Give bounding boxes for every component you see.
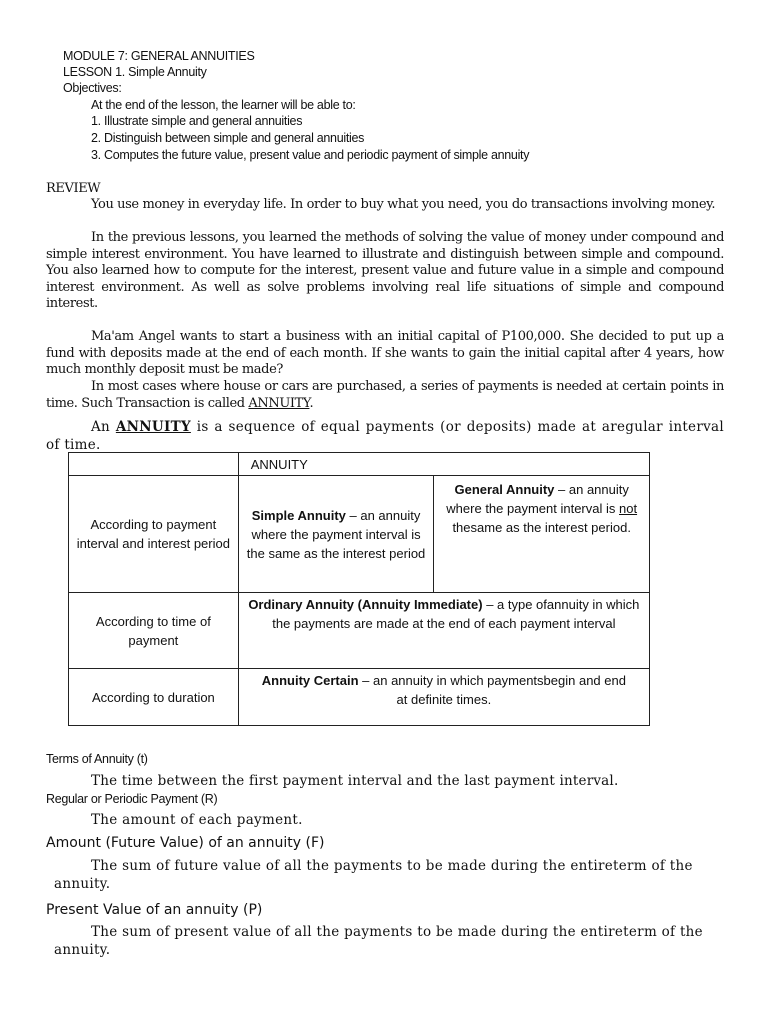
general-annuity-cell <box>434 476 650 593</box>
present-value-label: Present Value of an annuity (P) <box>46 902 263 918</box>
objective-item: 2. Distinguish between simple and general annuities <box>91 131 365 145</box>
review-paragraph-1: You use money in everyday life. In order to buy what you need, you do transactions involving money. <box>91 197 716 212</box>
terms-of-annuity-label: Terms of Annuity (t) <box>46 752 148 766</box>
review-heading: REVIEW <box>46 181 101 196</box>
annuity-term: ANNUITY <box>248 395 310 411</box>
text-span: An <box>91 419 116 435</box>
general-annuity-def: – an annuity where the payment interval is <box>446 482 629 516</box>
annuity-table <box>68 452 650 726</box>
text-span: . <box>309 395 314 411</box>
annuity-certain-cell <box>238 669 649 726</box>
row-label-time-of-payment: According to time of payment <box>69 593 239 669</box>
regular-payment-label: Regular or Periodic Payment (R) <box>46 792 218 806</box>
lesson-title: LESSON 1. Simple Annuity <box>63 65 207 79</box>
ordinary-annuity-term: Ordinary Annuity (Annuity Immediate) <box>248 597 483 612</box>
row-label-duration: According to duration <box>69 669 239 726</box>
general-annuity-term: General Annuity <box>454 482 555 497</box>
future-value-def: The sum of future value of all the payments to be made during the entireterm of the annuity. <box>54 858 693 892</box>
simple-annuity-cell <box>238 476 434 593</box>
terms-of-annuity-def: The time between the first payment interval and the last payment interval. <box>91 773 619 789</box>
text-span: is a sequence of equal payments (or deposits) made at aregular interval of time. <box>46 419 724 453</box>
annuity-certain-term: Annuity Certain <box>261 673 359 688</box>
review-paragraph-3: Ma'am Angel wants to start a business with an initial capital of P100,000. She decided to put up a fund with deposits made at the end of each month. If she wants to gain the initial capital after 4 years, how much monthly deposit must be made? <box>46 329 724 377</box>
regular-payment-def: The amount of each payment. <box>91 812 303 828</box>
general-annuity-def: thesame as the interest period. <box>452 520 631 535</box>
review-paragraph-2: In the previous lessons, you learned the methods of solving the value of money under compound and simple interest environment. You have learned to illustrate and distinguish between simple and compound. You also learned how to compute for the interest, present value and future value in a simple and compound interest environment. As well as solve problems involving real life situations of simple and compound interest. <box>46 230 724 311</box>
table-corner <box>69 453 239 476</box>
row-label-payment-interval: According to payment interval and interest period <box>69 476 239 593</box>
general-annuity-not: not <box>619 501 638 516</box>
review-paragraph-4 <box>46 379 724 412</box>
future-value-label: Amount (Future Value) of an annuity (F) <box>46 835 325 851</box>
annuity-definition <box>46 418 724 454</box>
ordinary-annuity-def: – a type ofannuity in which the payments are made at the end of each payment interval <box>272 597 640 631</box>
table-header: ANNUITY <box>238 453 649 476</box>
annuity-term: ANNUITY <box>115 419 191 435</box>
present-value-def: The sum of present value of all the payments to be made during the entireterm of the annuity. <box>54 924 703 958</box>
module-title: MODULE 7: GENERAL ANNUITIES <box>63 49 255 63</box>
objective-item: 3. Computes the future value, present value and periodic payment of simple annuity <box>91 148 530 162</box>
objectives-intro: At the end of the lesson, the learner will be able to: <box>91 98 356 112</box>
ordinary-annuity-cell <box>238 593 649 669</box>
objectives-label: Objectives: <box>63 81 122 95</box>
simple-annuity-term: Simple Annuity <box>251 507 346 523</box>
simple-annuity-def: – an annuity where the payment interval is the same as the interest period <box>246 507 426 561</box>
text-span: In most cases where house or cars are purchased, a series of payments is needed at certain points in time. Such Transaction is called <box>46 379 724 411</box>
objective-item: 1. Illustrate simple and general annuities <box>91 114 303 128</box>
annuity-certain-def: – an annuity in which paymentsbegin and end at definite times. <box>358 673 626 707</box>
